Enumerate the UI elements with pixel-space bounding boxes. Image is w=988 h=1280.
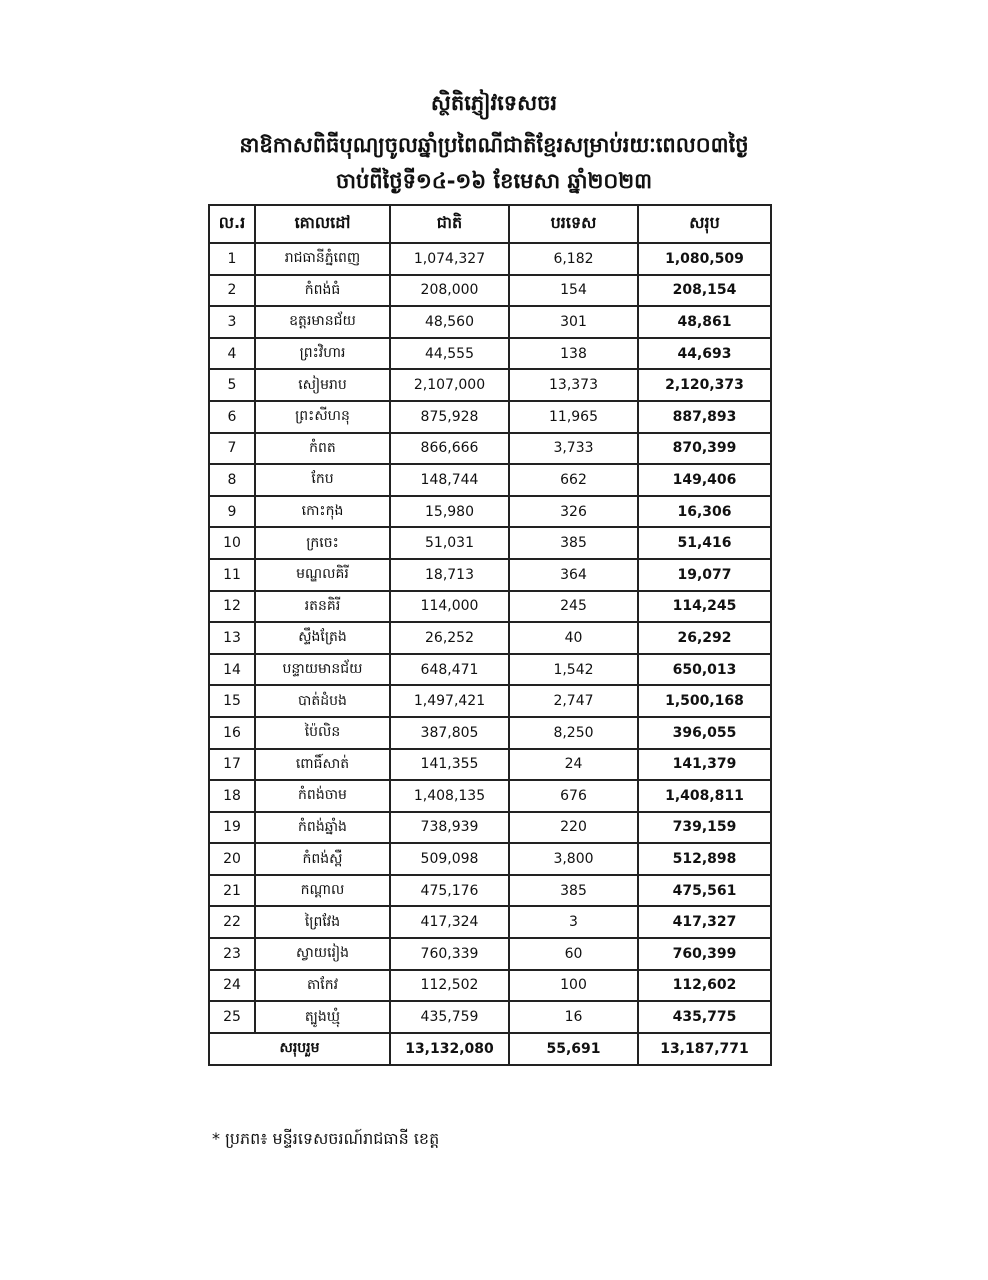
row-total: 435,775 <box>638 1001 771 1033</box>
row-number: 6 <box>209 401 255 433</box>
row-number: 7 <box>209 433 255 465</box>
table-row <box>209 780 771 812</box>
row-foreign: 8,250 <box>509 717 638 749</box>
row-total: 475,561 <box>638 875 771 907</box>
row-number: 12 <box>209 591 255 623</box>
row-number: 11 <box>209 559 255 591</box>
row-destination: រតនគិរី <box>255 591 390 623</box>
header-total: សរុប <box>638 205 771 243</box>
row-national: 15,980 <box>390 496 509 528</box>
row-total: 208,154 <box>638 275 771 307</box>
row-national: 148,744 <box>390 464 509 496</box>
row-destination: កំពង់ស្ពឺ <box>255 843 390 875</box>
row-destination: ឧត្តរមានជ័យ <box>255 306 390 338</box>
row-national: 387,805 <box>390 717 509 749</box>
row-national: 26,252 <box>390 622 509 654</box>
row-number: 1 <box>209 243 255 275</box>
row-total: 417,327 <box>638 906 771 938</box>
table-header-row <box>209 205 771 243</box>
row-national: 875,928 <box>390 401 509 433</box>
row-total: 1,080,509 <box>638 243 771 275</box>
table-row <box>209 401 771 433</box>
row-total: 739,159 <box>638 812 771 844</box>
row-national: 208,000 <box>390 275 509 307</box>
row-foreign: 24 <box>509 749 638 781</box>
table-row <box>209 591 771 623</box>
table-row <box>209 970 771 1002</box>
row-total: 16,306 <box>638 496 771 528</box>
row-total: 650,013 <box>638 654 771 686</box>
row-destination: រាជធានីភ្នំពេញ <box>255 243 390 275</box>
row-destination: តាកែវ <box>255 970 390 1002</box>
row-foreign: 3,800 <box>509 843 638 875</box>
row-destination: ព្រៃវែង <box>255 906 390 938</box>
row-destination: ពោធិ៍សាត់ <box>255 749 390 781</box>
row-total: 114,245 <box>638 591 771 623</box>
table-row <box>209 812 771 844</box>
table-row <box>209 654 771 686</box>
table-row <box>209 433 771 465</box>
row-foreign: 326 <box>509 496 638 528</box>
row-national: 509,098 <box>390 843 509 875</box>
row-national: 1,497,421 <box>390 685 509 717</box>
row-foreign: 662 <box>509 464 638 496</box>
source-note: * ប្រភព៖ មន្ទីរទេសចរណ៍រាជធានី ខេត្ត <box>212 1129 440 1148</box>
table-row <box>209 369 771 401</box>
row-national: 1,408,135 <box>390 780 509 812</box>
row-foreign: 154 <box>509 275 638 307</box>
row-destination: កំពង់ចាម <box>255 780 390 812</box>
table-row <box>209 243 771 275</box>
row-total: 51,416 <box>638 527 771 559</box>
row-number: 5 <box>209 369 255 401</box>
table-row <box>209 906 771 938</box>
row-number: 13 <box>209 622 255 654</box>
row-foreign: 6,182 <box>509 243 638 275</box>
row-destination: កំពត <box>255 433 390 465</box>
row-number: 22 <box>209 906 255 938</box>
row-foreign: 100 <box>509 970 638 1002</box>
row-destination: កែប <box>255 464 390 496</box>
table-row <box>209 338 771 370</box>
row-foreign: 385 <box>509 875 638 907</box>
summary-national: 13,132,080 <box>390 1033 509 1065</box>
summary-row <box>209 1033 771 1065</box>
row-national: 648,471 <box>390 654 509 686</box>
row-foreign: 40 <box>509 622 638 654</box>
table-row <box>209 527 771 559</box>
table-row <box>209 938 771 970</box>
document-date-range: ចាប់ពីថ្ងៃទី១៤-១៦ ខែមេសា ឆ្នាំ២០២៣ <box>335 169 653 193</box>
row-national: 112,502 <box>390 970 509 1002</box>
row-foreign: 13,373 <box>509 369 638 401</box>
row-destination: បន្ទាយមានជ័យ <box>255 654 390 686</box>
row-foreign: 385 <box>509 527 638 559</box>
row-national: 51,031 <box>390 527 509 559</box>
tourist-stats-table <box>208 204 772 1066</box>
row-number: 9 <box>209 496 255 528</box>
row-destination: ស្ទឹងត្រែង <box>255 622 390 654</box>
row-destination: ត្បូងឃ្មុំ <box>255 1001 390 1033</box>
row-national: 44,555 <box>390 338 509 370</box>
header-destination: គោលដៅ <box>255 205 390 243</box>
summary-label: សរុបរួម <box>209 1033 390 1065</box>
row-foreign: 3 <box>509 906 638 938</box>
row-foreign: 364 <box>509 559 638 591</box>
row-national: 738,939 <box>390 812 509 844</box>
table-row <box>209 496 771 528</box>
row-number: 10 <box>209 527 255 559</box>
summary-foreign: 55,691 <box>509 1033 638 1065</box>
row-national: 417,324 <box>390 906 509 938</box>
row-number: 18 <box>209 780 255 812</box>
row-national: 435,759 <box>390 1001 509 1033</box>
row-number: 14 <box>209 654 255 686</box>
row-number: 3 <box>209 306 255 338</box>
row-total: 1,408,811 <box>638 780 771 812</box>
row-destination: បាត់ដំបង <box>255 685 390 717</box>
document-title: ស្ថិតិភ្ញៀវទេសចរ <box>430 91 558 115</box>
row-number: 25 <box>209 1001 255 1033</box>
row-national: 866,666 <box>390 433 509 465</box>
table-row <box>209 717 771 749</box>
table-row <box>209 875 771 907</box>
row-national: 1,074,327 <box>390 243 509 275</box>
row-foreign: 1,542 <box>509 654 638 686</box>
header-foreign: បរទេស <box>509 205 638 243</box>
row-total: 26,292 <box>638 622 771 654</box>
row-foreign: 2,747 <box>509 685 638 717</box>
row-total: 141,379 <box>638 749 771 781</box>
summary-total: 13,187,771 <box>638 1033 771 1065</box>
table-row <box>209 464 771 496</box>
row-national: 760,339 <box>390 938 509 970</box>
row-number: 2 <box>209 275 255 307</box>
table-row <box>209 749 771 781</box>
row-number: 8 <box>209 464 255 496</box>
table-row <box>209 275 771 307</box>
row-number: 19 <box>209 812 255 844</box>
row-total: 760,399 <box>638 938 771 970</box>
row-foreign: 245 <box>509 591 638 623</box>
row-number: 24 <box>209 970 255 1002</box>
row-total: 870,399 <box>638 433 771 465</box>
row-total: 396,055 <box>638 717 771 749</box>
row-foreign: 676 <box>509 780 638 812</box>
row-national: 475,176 <box>390 875 509 907</box>
row-foreign: 138 <box>509 338 638 370</box>
table-row <box>209 685 771 717</box>
table-row <box>209 306 771 338</box>
row-foreign: 16 <box>509 1001 638 1033</box>
row-total: 19,077 <box>638 559 771 591</box>
row-destination: ប៉ៃលិន <box>255 717 390 749</box>
table-body <box>209 243 771 1033</box>
row-destination: ក្រចេះ <box>255 527 390 559</box>
row-foreign: 60 <box>509 938 638 970</box>
row-total: 48,861 <box>638 306 771 338</box>
row-destination: សៀមរាប <box>255 369 390 401</box>
row-destination: ស្វាយរៀង <box>255 938 390 970</box>
header-number: ល.រ <box>209 205 255 243</box>
row-total: 44,693 <box>638 338 771 370</box>
row-foreign: 301 <box>509 306 638 338</box>
document-subtitle: នាឱកាសពិធីបុណ្យចូលឆ្នាំប្រពៃណីជាតិខ្មែរសម្រាប់រយៈពេល០៣ថ្ងៃ <box>239 133 749 157</box>
row-total: 149,406 <box>638 464 771 496</box>
row-foreign: 220 <box>509 812 638 844</box>
row-total: 887,893 <box>638 401 771 433</box>
row-number: 20 <box>209 843 255 875</box>
header-national: ជាតិ <box>390 205 509 243</box>
row-destination: មណ្ឌលគិរី <box>255 559 390 591</box>
row-national: 2,107,000 <box>390 369 509 401</box>
row-national: 141,355 <box>390 749 509 781</box>
row-national: 18,713 <box>390 559 509 591</box>
row-destination: កណ្តាល <box>255 875 390 907</box>
table-row <box>209 1001 771 1033</box>
row-national: 114,000 <box>390 591 509 623</box>
table-row <box>209 559 771 591</box>
row-destination: កោះកុង <box>255 496 390 528</box>
row-national: 48,560 <box>390 306 509 338</box>
row-number: 23 <box>209 938 255 970</box>
row-number: 15 <box>209 685 255 717</box>
row-total: 112,602 <box>638 970 771 1002</box>
row-destination: កំពង់ធំ <box>255 275 390 307</box>
row-total: 2,120,373 <box>638 369 771 401</box>
row-total: 512,898 <box>638 843 771 875</box>
row-destination: ព្រះសីហនុ <box>255 401 390 433</box>
row-destination: ព្រះវិហារ <box>255 338 390 370</box>
table-row <box>209 622 771 654</box>
row-number: 17 <box>209 749 255 781</box>
row-number: 4 <box>209 338 255 370</box>
table-row <box>209 843 771 875</box>
row-foreign: 3,733 <box>509 433 638 465</box>
row-number: 21 <box>209 875 255 907</box>
row-total: 1,500,168 <box>638 685 771 717</box>
row-foreign: 11,965 <box>509 401 638 433</box>
row-number: 16 <box>209 717 255 749</box>
row-destination: កំពង់ឆ្នាំង <box>255 812 390 844</box>
